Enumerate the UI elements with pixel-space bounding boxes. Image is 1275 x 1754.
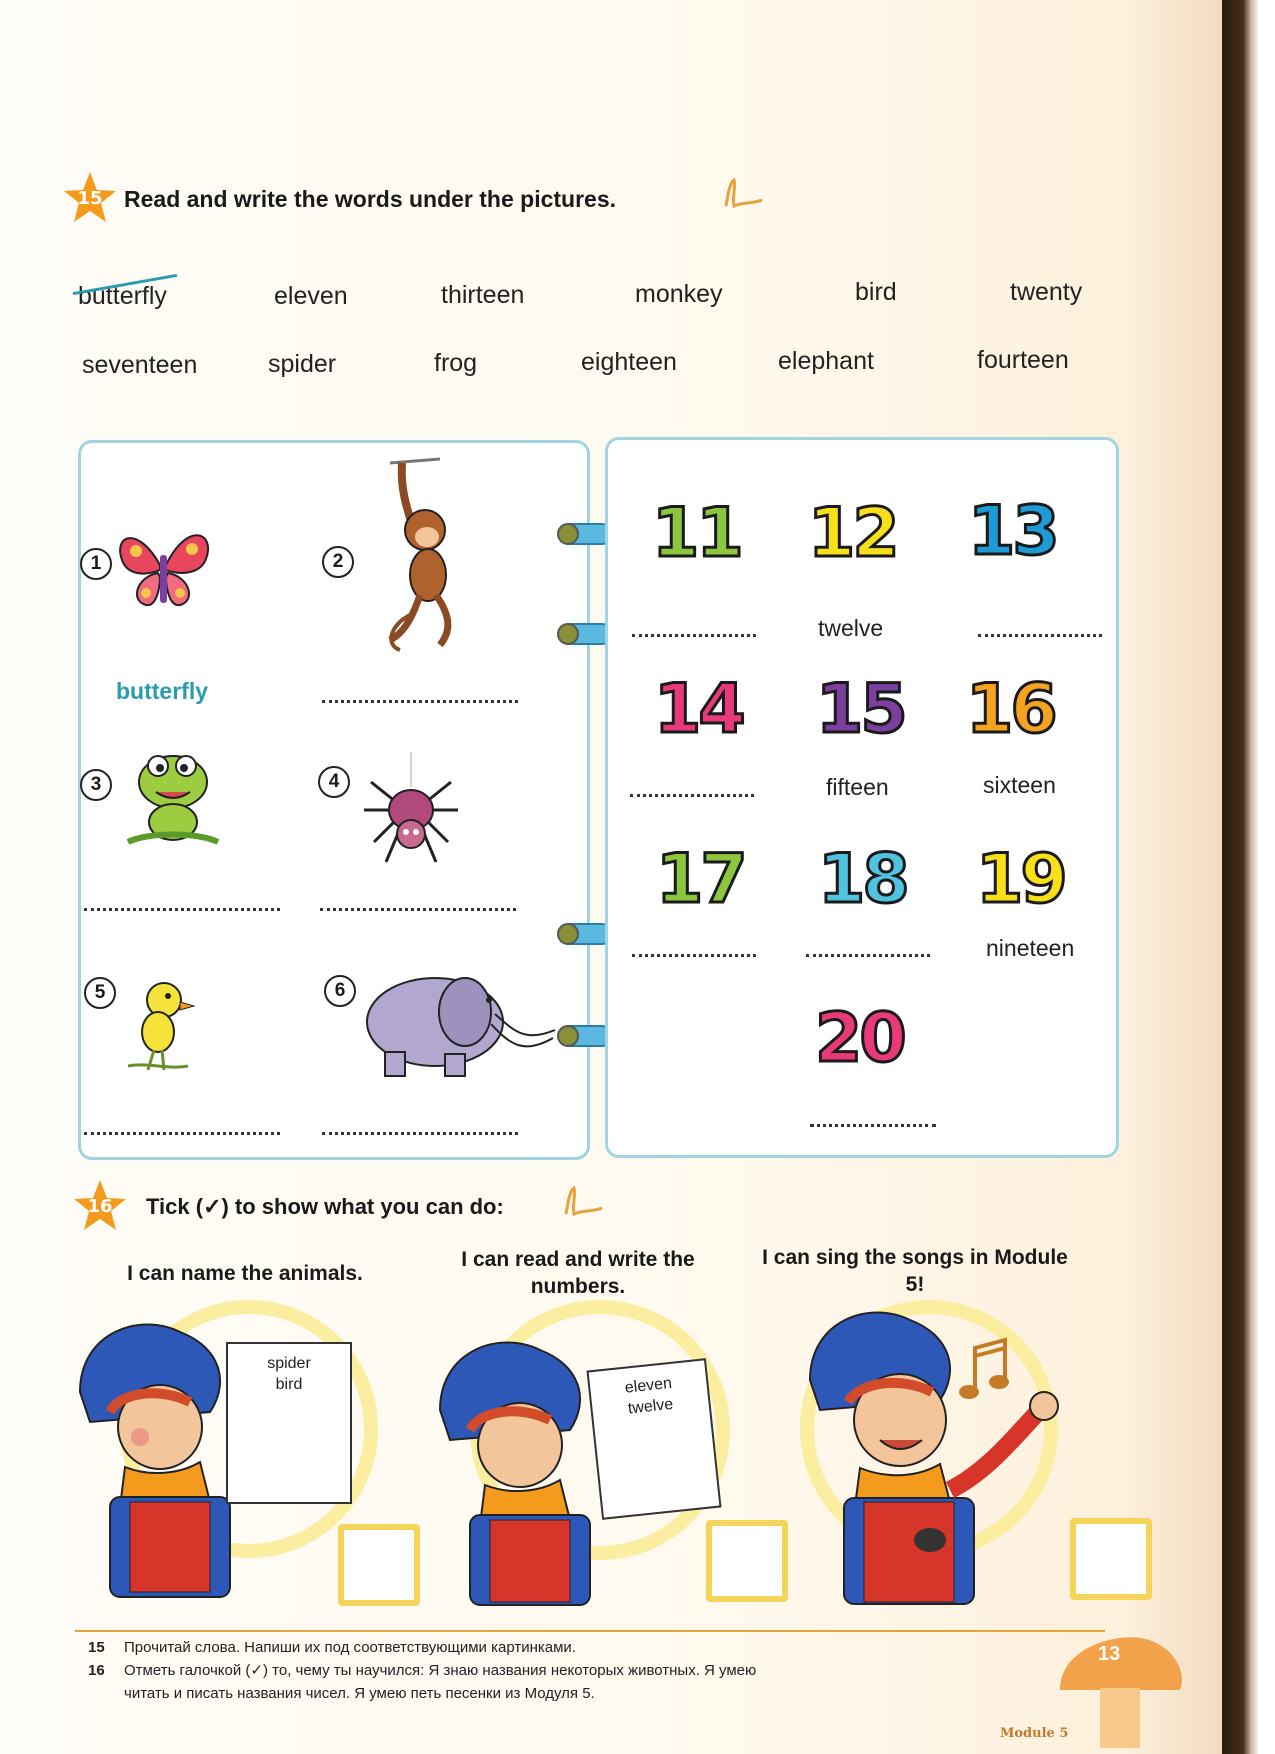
footnote-16 xyxy=(88,1661,756,1681)
word-bank-item: monkey xyxy=(635,280,723,308)
item-number-badge: 3 xyxy=(80,769,112,801)
word-bank-item: twenty xyxy=(1010,278,1083,306)
number-16: 16 xyxy=(966,670,1055,749)
pen-icon xyxy=(560,1184,606,1220)
cando-title-3: I can sing the songs in Module 5! xyxy=(762,1246,1068,1297)
spider-icon xyxy=(356,752,466,877)
word-bank-item: elephant xyxy=(778,347,874,375)
number-answer-line-13[interactable] xyxy=(978,632,1102,637)
footnote-text: читать и писать названия чисел. Я умею петь песенки из Модуля 5. xyxy=(124,1685,595,1702)
word-bank-item: thirteen xyxy=(441,281,525,309)
page-number: 13 xyxy=(1098,1643,1121,1665)
word-bank-item: eighteen xyxy=(581,348,677,376)
music-notes-icon xyxy=(955,1330,1025,1410)
number-17: 17 xyxy=(656,840,745,919)
cando-title-2: I can read and write the numbers. xyxy=(461,1248,695,1299)
binder-ring-icon xyxy=(556,918,612,950)
exercise-15-instruction: Read and write the words under the pictures. xyxy=(124,186,617,212)
item-number-badge: 4 xyxy=(318,766,350,798)
footnote-16-continued xyxy=(88,1684,595,1704)
answer-line-4[interactable] xyxy=(320,906,516,911)
footnote-text: Отметь галочкой (✓) то, чему ты научился: Я знаю названия некоторых животных. Я умею xyxy=(124,1662,757,1679)
module-label: Module 5 xyxy=(1000,1726,1069,1741)
paper-line: twelve xyxy=(627,1395,675,1418)
number-15: 15 xyxy=(816,670,905,749)
cando-title-1: I can name the animals. xyxy=(127,1262,363,1285)
word-bank-item: spider xyxy=(268,350,337,378)
pen-icon xyxy=(720,176,766,212)
answer-line-5[interactable] xyxy=(84,1130,280,1135)
binder-ring-icon xyxy=(556,518,612,550)
item-number-badge: 6 xyxy=(324,975,356,1007)
item-number-badge: 5 xyxy=(84,977,116,1009)
number-word-19: nineteen xyxy=(986,935,1075,961)
number-answer-line-14[interactable] xyxy=(630,792,754,797)
number-answer-line-17[interactable] xyxy=(632,952,756,957)
monkey-icon xyxy=(380,455,470,655)
word-bank-item: seventeen xyxy=(82,351,198,379)
paper-sheet xyxy=(586,1358,721,1520)
number-11: 11 xyxy=(652,494,741,573)
tick-box-1[interactable] xyxy=(338,1524,420,1606)
paper-sheet xyxy=(226,1342,352,1504)
exercise-16-star-icon: 16 xyxy=(72,1178,128,1234)
elephant-icon xyxy=(355,962,565,1082)
item-number-badge: 1 xyxy=(80,548,112,580)
number-word-16: sixteen xyxy=(983,772,1056,798)
number-word-12: twelve xyxy=(818,615,884,641)
answer-1[interactable]: butterfly xyxy=(116,678,208,704)
answer-line-2[interactable] xyxy=(322,698,518,703)
singing-boy-icon xyxy=(800,1290,1070,1610)
tick-box-3[interactable] xyxy=(1070,1518,1152,1600)
answer-line-6[interactable] xyxy=(322,1130,518,1135)
binder-ring-icon xyxy=(556,1020,612,1052)
exercise-15-star-icon: 15 xyxy=(62,170,118,226)
word-bank-item: frog xyxy=(434,349,478,377)
bird-icon xyxy=(118,970,198,1085)
word-bank-item: butterfly xyxy=(78,282,167,310)
word-bank-item: bird xyxy=(855,278,897,306)
answer-line-3[interactable] xyxy=(84,906,280,911)
number-word-15: fifteen xyxy=(826,774,889,800)
item-number-badge: 2 xyxy=(322,546,354,578)
butterfly-icon xyxy=(108,515,218,620)
exercise-16-instruction: Tick (✓) to show what you can do: xyxy=(146,1194,504,1219)
binder-ring-icon xyxy=(556,618,612,650)
number-12: 12 xyxy=(808,494,897,573)
tick-box-2[interactable] xyxy=(706,1520,788,1602)
paper-line: eleven xyxy=(624,1374,673,1397)
number-answer-line-18[interactable] xyxy=(806,952,930,957)
number-20: 20 xyxy=(815,999,904,1078)
number-answer-line-20[interactable] xyxy=(810,1122,936,1127)
number-13: 13 xyxy=(968,492,1057,571)
number-14: 14 xyxy=(654,670,743,749)
paper-line: spider xyxy=(267,1355,311,1372)
word-bank-item: eleven xyxy=(274,282,348,310)
word-bank-item: fourteen xyxy=(977,346,1069,374)
footnote-text: Прочитай слова. Напиши их под соответствующими картинками. xyxy=(124,1639,576,1656)
number-18: 18 xyxy=(818,840,907,919)
footnote-number: 16 xyxy=(88,1662,105,1679)
footnote-number: 15 xyxy=(88,1639,105,1656)
footer-divider xyxy=(75,1630,1105,1632)
frog-icon xyxy=(118,742,228,852)
footnote-15 xyxy=(88,1638,576,1658)
paper-line: bird xyxy=(275,1375,303,1393)
number-19: 19 xyxy=(976,840,1065,919)
number-answer-line-11[interactable] xyxy=(632,632,756,637)
book-binding xyxy=(1222,0,1275,1754)
